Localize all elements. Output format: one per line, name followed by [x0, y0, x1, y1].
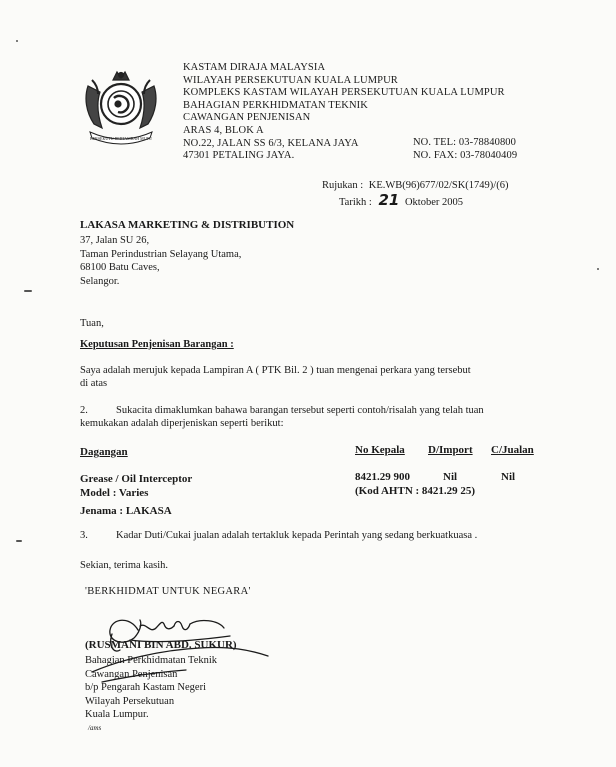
signatory-line: Wilayah Persekutuan	[85, 695, 175, 707]
signatory-name: (RUSMANI BIN ABD. SUKUR)	[85, 639, 237, 651]
letterhead-line: ARAS 4, BLOK A	[183, 124, 264, 136]
scan-speck	[24, 290, 32, 292]
signatory-line: b/p Pengarah Kastam Negeri	[85, 682, 207, 693]
letterhead-line: KOMPLEKS KASTAM WILAYAH PERSEKUTUAN KUALA LUMPUR	[183, 87, 505, 99]
letterhead-line: WILAYAH PERSEKUTUAN KUALA LUMPUR	[183, 74, 398, 86]
table-no-kepala	[355, 471, 475, 498]
crest-motto: BERSEKUTU BERTAMBAH MUTU	[90, 136, 152, 141]
table-header-d-import: D/Import	[428, 444, 473, 456]
paragraph-2-line: Sukacita dimaklumkan bahawa barangan tersebut seperti contoh/risalah yang telah tuan	[116, 405, 484, 416]
paragraph-3-text: Kadar Duti/Cukai jualan adalah tertakluk kepada Perintah yang sedang berkuatkuasa .	[116, 530, 478, 541]
crest-emblem	[80, 66, 162, 148]
address-line: 37, Jalan SU 26,	[80, 235, 150, 246]
letterhead-contact	[413, 137, 517, 162]
signatory-line: Bahagian Perkhidmatan Teknik	[85, 655, 218, 666]
recipient-name: LAKASA MARKETING & DISTRIBUTION	[80, 219, 295, 231]
salutation: Tuan,	[80, 318, 104, 329]
paragraph-3	[80, 529, 477, 542]
signatory-details	[85, 654, 217, 722]
table-header-dagangan: Dagangan	[80, 446, 128, 458]
table-c-jualan: Nil	[501, 471, 516, 483]
address-line: Taman Perindustrian Selayang Utama,	[80, 248, 242, 260]
recipient-address	[80, 234, 241, 288]
typist-initials: /ams	[88, 724, 102, 732]
table-item-description	[80, 473, 192, 519]
paragraph-3-number: 3.	[80, 530, 88, 541]
letterhead-line: NO.22, JALAN SS 6/3, KELANA JAYA	[183, 137, 359, 149]
table-header-no-kepala: No Kepala	[355, 444, 405, 456]
address-line: 68100 Batu Caves,	[80, 262, 160, 274]
signatory-line: Kuala Lumpur.	[85, 709, 149, 720]
paragraph-2-number: 2.	[80, 405, 88, 416]
letterhead-line: KASTAM DIRAJA MALAYSIA	[183, 62, 326, 73]
letterhead-line: 47301 PETALING JAYA.	[183, 150, 295, 162]
tarikh-rest: Oktober 2005	[404, 197, 463, 208]
letterhead-line: CAWANGAN PENJENISAN	[183, 112, 311, 124]
rujukan-label: Rujukan :	[322, 180, 364, 191]
subject-heading: Keputusan Penjenisan Barangan :	[80, 339, 234, 350]
scan-speck	[597, 268, 599, 270]
letterhead-line: BAHAGIAN PERKHIDMATAN TEKNIK	[183, 99, 368, 111]
motto: 'BERKHIDMAT UNTUK NEGARA'	[85, 586, 251, 597]
paragraph-2-line: kemukakan adalah diperjeniskan seperti berikut:	[80, 418, 284, 429]
table-header-c-jualan: C/Jualan	[491, 444, 534, 456]
item-line: Grease / Oil Interceptor	[80, 473, 193, 485]
scan-speck	[16, 40, 18, 42]
tariff-code: 8421.29 900	[355, 471, 410, 483]
tarikh-label: Tarikh :	[339, 197, 372, 208]
reference-block	[322, 179, 508, 210]
fax-number: NO. FAX: 03-78040409	[413, 149, 518, 161]
scan-speck	[16, 540, 22, 542]
tel-number: NO. TEL: 03-78840800	[413, 137, 517, 148]
tarikh-day: 21	[378, 191, 400, 209]
table-d-import: Nil	[443, 471, 458, 483]
address-line: Selangor.	[80, 275, 120, 287]
item-line: Jenama : LAKASA	[80, 505, 172, 517]
paragraph-1	[80, 364, 471, 390]
paragraph-1-line: Saya adalah merujuk kepada Lampiran A ( PTK Bil. 2 ) tuan mengenai perkara yang tersebut	[80, 365, 471, 376]
paragraph-1-line: di atas	[80, 378, 108, 389]
ahtn-code: (Kod AHTN : 8421.29 25)	[355, 484, 476, 497]
closing: Sekian, terima kasih.	[80, 560, 169, 571]
paragraph-2	[80, 404, 484, 430]
item-line: Model : Varies	[80, 486, 149, 499]
signatory-line: Cawangan Penjenisan	[85, 668, 178, 680]
rujukan-value: KE.WB(96)677/02/SK(1749)/(6)	[368, 180, 509, 191]
